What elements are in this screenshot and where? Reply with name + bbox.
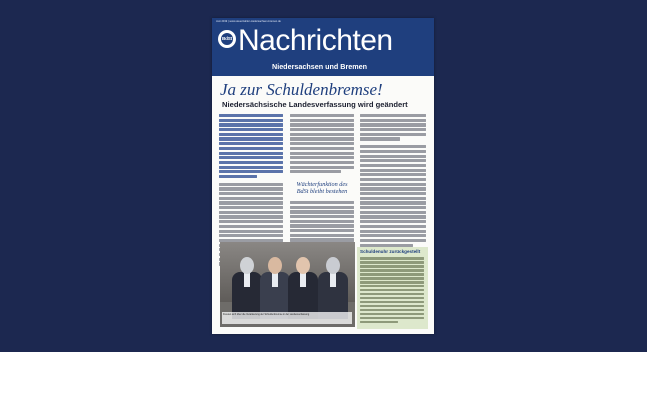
person-figure xyxy=(318,257,348,319)
date-line: Juni 2019 | www.steuerzahler-niedersachsen-bremen.de xyxy=(216,20,281,23)
newsletter-page xyxy=(212,18,434,334)
logo-text: BdSt xyxy=(221,33,233,45)
masthead xyxy=(212,18,434,76)
sidebar-title: Schuldenuhr zurückgestellt xyxy=(360,249,421,254)
sidebar-text xyxy=(360,257,424,325)
article-headline: Ja zur Schuldenbremse! xyxy=(220,80,383,99)
newsletter-title: Nachrichten xyxy=(238,24,393,57)
person-figure xyxy=(232,257,262,319)
pull-quote: Wächterfunktion des BdSt bleibt bestehen xyxy=(296,181,348,195)
person-figure xyxy=(288,257,318,319)
text-column-3 xyxy=(360,114,426,248)
photo-caption: Freuten sich über die Verankerung der Schuldenbremse in der Landesverfassung xyxy=(222,312,352,324)
bdst-logo-icon xyxy=(218,30,236,48)
person-figure xyxy=(260,257,290,319)
article-subheadline: Niedersächsische Landesverfassung wird geändert xyxy=(222,100,408,109)
newsletter-subtitle: Niedersachsen und Bremen xyxy=(272,62,368,71)
sidebar-box xyxy=(357,247,428,329)
article-photo xyxy=(220,242,355,327)
